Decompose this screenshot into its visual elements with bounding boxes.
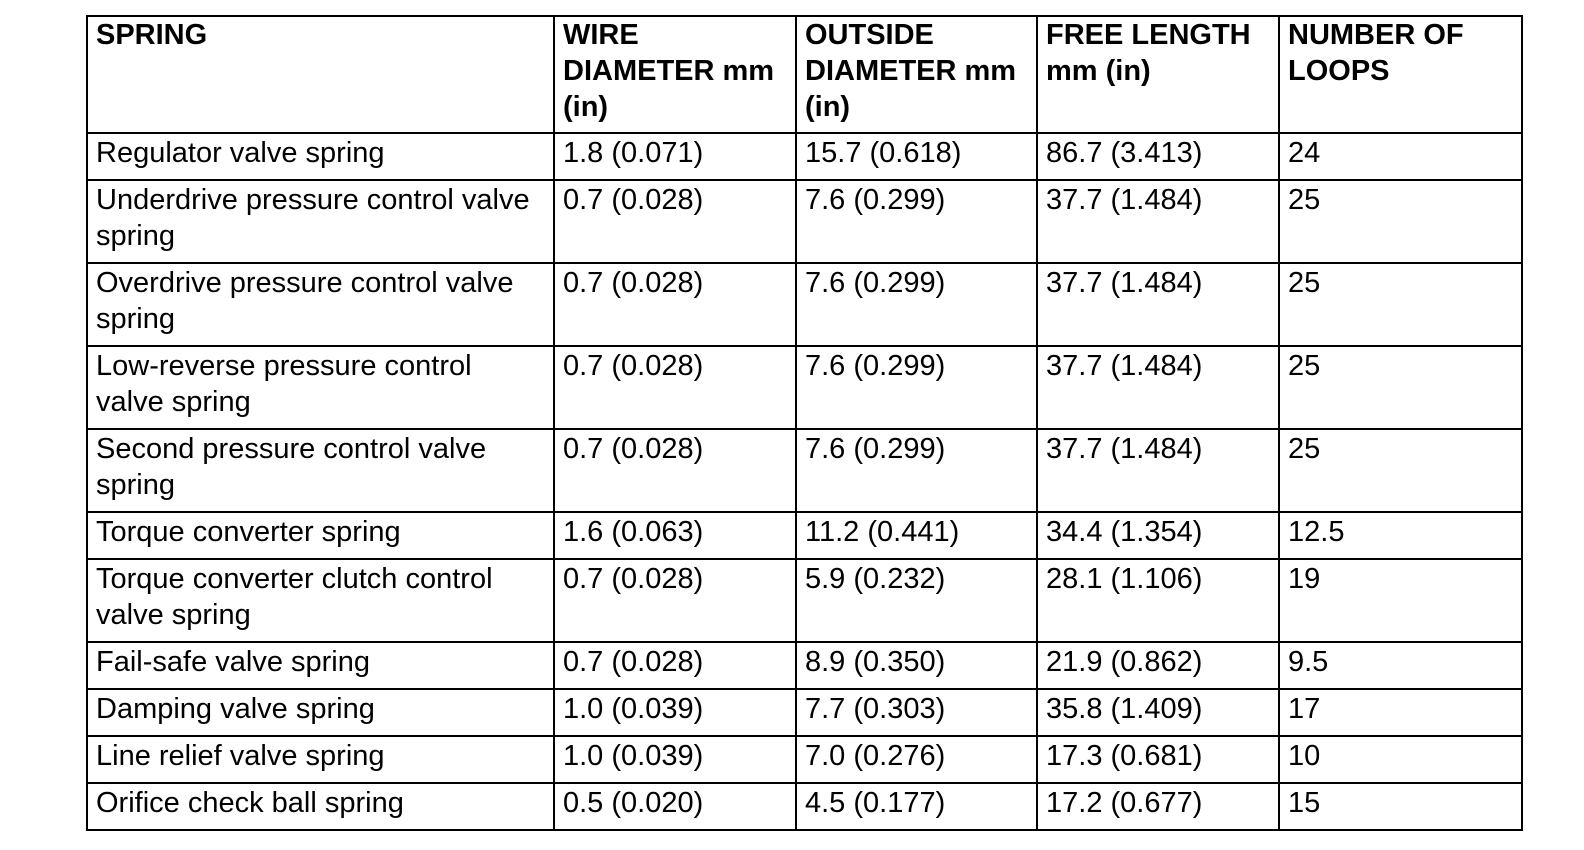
cell-wire-diameter: 0.5 (0.020) [554,783,796,830]
cell-free-length: 21.9 (0.862) [1037,642,1279,689]
cell-outside-diameter: 4.5 (0.177) [796,783,1037,830]
cell-spring: Torque converter clutch control valve spring [87,559,554,642]
table-row [87,346,1522,429]
table-row [87,180,1522,263]
cell-number-of-loops: 10 [1279,736,1522,783]
cell-wire-diameter: 0.7 (0.028) [554,559,796,642]
cell-outside-diameter: 7.6 (0.299) [796,263,1037,346]
cell-free-length: 37.7 (1.484) [1037,263,1279,346]
cell-number-of-loops: 19 [1279,559,1522,642]
cell-outside-diameter: 7.7 (0.303) [796,689,1037,736]
cell-wire-diameter: 1.0 (0.039) [554,736,796,783]
cell-number-of-loops: 25 [1279,180,1522,263]
table-row [87,642,1522,689]
table-row [87,429,1522,512]
cell-outside-diameter: 5.9 (0.232) [796,559,1037,642]
cell-number-of-loops: 24 [1279,133,1522,180]
cell-spring: Torque converter spring [87,512,554,559]
cell-outside-diameter: 7.6 (0.299) [796,346,1037,429]
cell-outside-diameter: 8.9 (0.350) [796,642,1037,689]
table-row [87,783,1522,830]
cell-number-of-loops: 9.5 [1279,642,1522,689]
cell-wire-diameter: 0.7 (0.028) [554,263,796,346]
table-row [87,559,1522,642]
cell-free-length: 17.3 (0.681) [1037,736,1279,783]
cell-wire-diameter: 0.7 (0.028) [554,346,796,429]
cell-spring: Underdrive pressure control valve spring [87,180,554,263]
cell-spring: Damping valve spring [87,689,554,736]
table-row [87,689,1522,736]
header-free-length: FREE LENGTH mm (in) [1037,16,1279,133]
cell-free-length: 28.1 (1.106) [1037,559,1279,642]
cell-wire-diameter: 0.7 (0.028) [554,180,796,263]
cell-spring: Orifice check ball spring [87,783,554,830]
table-row [87,736,1522,783]
cell-free-length: 34.4 (1.354) [1037,512,1279,559]
cell-spring: Line relief valve spring [87,736,554,783]
table-row [87,263,1522,346]
cell-spring: Fail-safe valve spring [87,642,554,689]
cell-spring: Overdrive pressure control valve spring [87,263,554,346]
cell-free-length: 37.7 (1.484) [1037,180,1279,263]
cell-spring: Low-reverse pressure control valve spring [87,346,554,429]
cell-free-length: 17.2 (0.677) [1037,783,1279,830]
cell-outside-diameter: 7.6 (0.299) [796,180,1037,263]
cell-outside-diameter: 11.2 (0.441) [796,512,1037,559]
header-outside-diameter: OUTSIDE DIAMETER mm (in) [796,16,1037,133]
header-wire-diameter: WIRE DIAMETER mm (in) [554,16,796,133]
cell-free-length: 35.8 (1.409) [1037,689,1279,736]
cell-wire-diameter: 1.6 (0.063) [554,512,796,559]
cell-number-of-loops: 25 [1279,263,1522,346]
cell-free-length: 37.7 (1.484) [1037,429,1279,512]
table-header-row [87,16,1522,133]
header-number-of-loops: NUMBER OF LOOPS [1279,16,1522,133]
cell-number-of-loops: 25 [1279,346,1522,429]
spring-spec-table [86,15,1523,831]
cell-wire-diameter: 1.8 (0.071) [554,133,796,180]
cell-wire-diameter: 1.0 (0.039) [554,689,796,736]
cell-wire-diameter: 0.7 (0.028) [554,429,796,512]
table-row [87,133,1522,180]
table-row [87,512,1522,559]
cell-wire-diameter: 0.7 (0.028) [554,642,796,689]
cell-number-of-loops: 12.5 [1279,512,1522,559]
cell-free-length: 86.7 (3.413) [1037,133,1279,180]
cell-outside-diameter: 7.0 (0.276) [796,736,1037,783]
cell-number-of-loops: 17 [1279,689,1522,736]
cell-number-of-loops: 25 [1279,429,1522,512]
cell-free-length: 37.7 (1.484) [1037,346,1279,429]
cell-number-of-loops: 15 [1279,783,1522,830]
cell-spring: Regulator valve spring [87,133,554,180]
cell-spring: Second pressure control valve spring [87,429,554,512]
cell-outside-diameter: 15.7 (0.618) [796,133,1037,180]
header-spring: SPRING [87,16,554,133]
cell-outside-diameter: 7.6 (0.299) [796,429,1037,512]
